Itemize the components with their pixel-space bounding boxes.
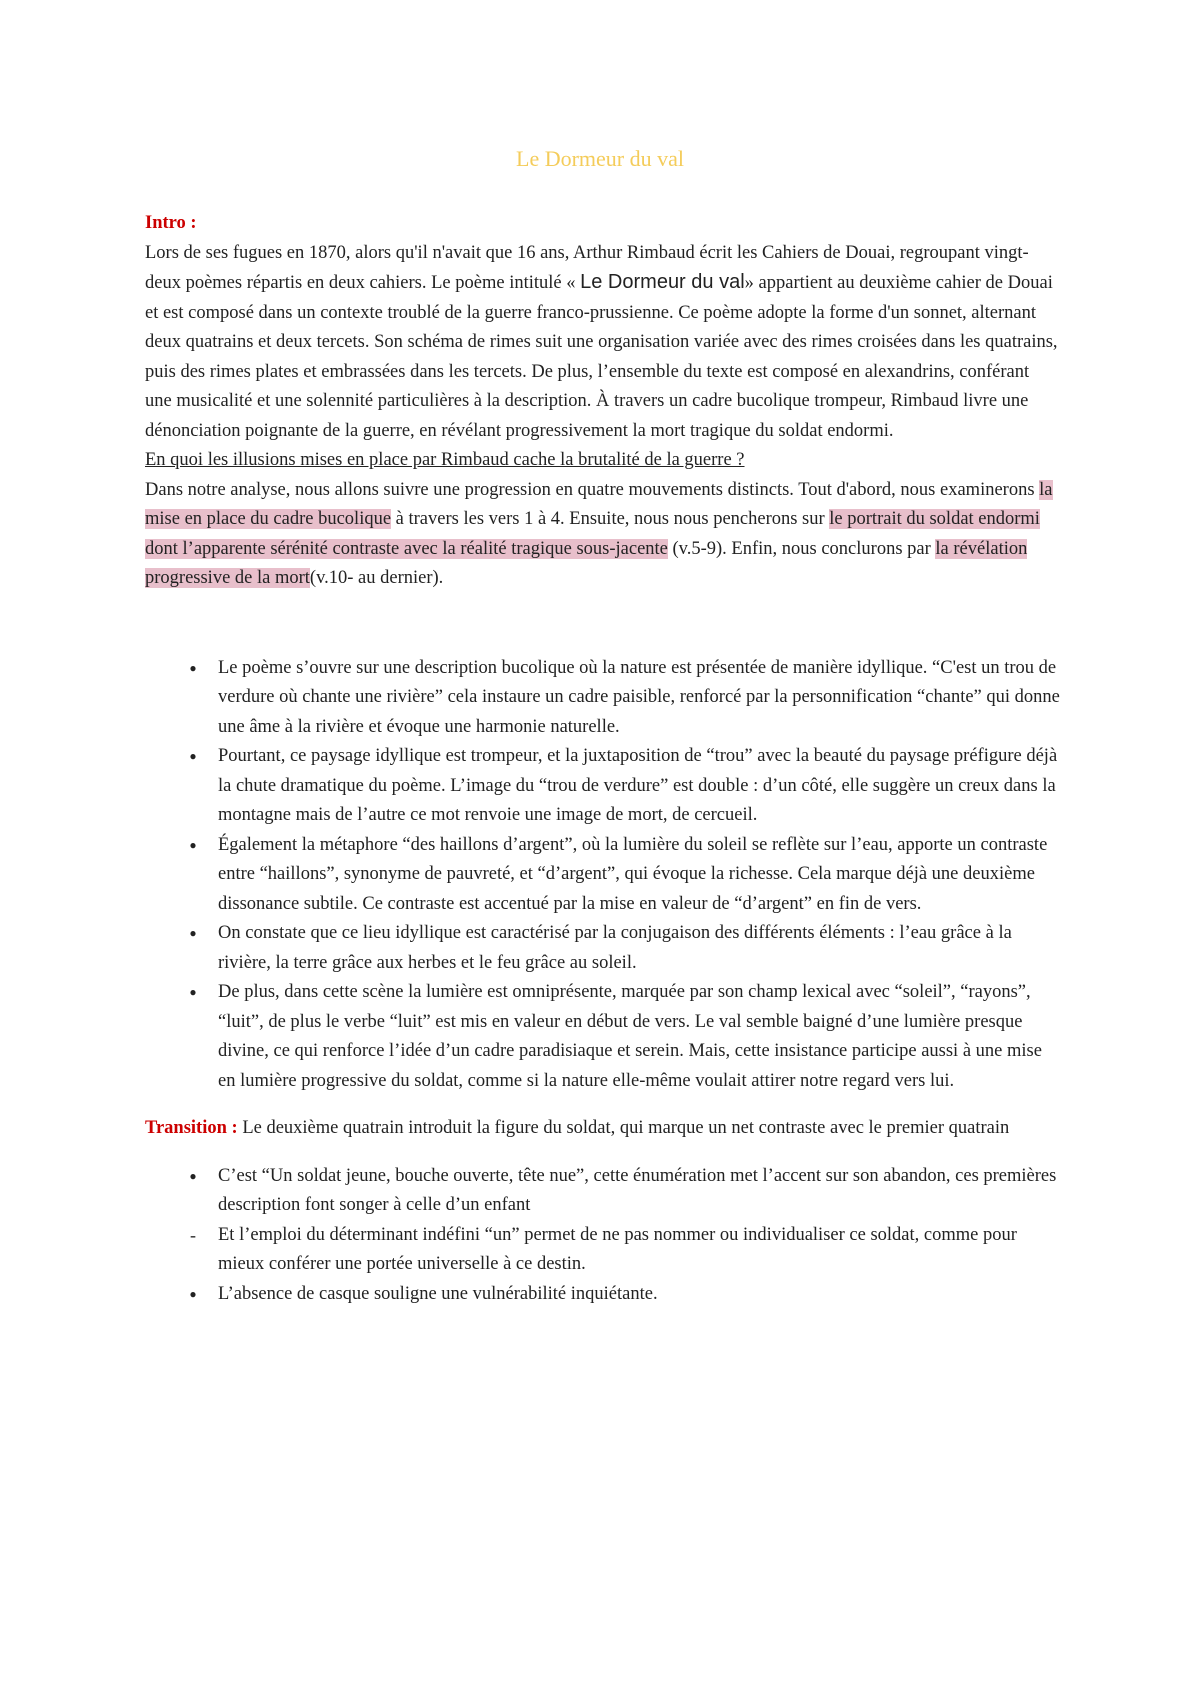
document-title: Le Dormeur du val (516, 146, 684, 171)
bullet-icon: ● (189, 749, 197, 763)
list-item: ● Pourtant, ce paysage idyllique est trompeur, et la juxtaposition de “trou” avec la beauté du paysage préfigure déjà la chute dramatique du poème. L’image du “trou de verdure” est double : d’un côté, elle suggère un creux dans la montagne mais de l’autre ce mot renvoie une image de mort, de cercueil. (145, 742, 1060, 831)
intro-text-b: » appartient au deuxième cahier de Douai et est composé dans un contexte troublé de la guerre franco-prussienne. Ce poème adopte la forme d'un sonnet, alternant deux quatrains et deux tercets. Son schéma de rimes suit une organisation variée avec des rimes croisées dans les quatrains, puis des rimes plates et embrassées dans les tercets. De plus, l’ensemble du texte est composé en alexandrins, conférant une musicalité et une solennité particulières à la description. À travers un cadre bucolique trompeur, Rimbaud livre une dénonciation poignante de la guerre, en révélant progressivement la mort tragique du soldat endormi. (145, 273, 1058, 441)
list-item: ● L’absence de casque souligne une vulnérabilité inquiétante. (145, 1280, 1060, 1310)
bullet-icon: ● (189, 926, 197, 940)
list-item: - Et l’emploi du déterminant indéfini “un” permet de ne pas nommer ou individualiser ce soldat, comme pour mieux conférer une portée universelle à ce destin. (145, 1221, 1060, 1280)
bullet-icon: ● (189, 660, 197, 675)
list-item: ● Également la métaphore “des haillons d’argent”, où la lumière du soleil se reflète sur l’eau, apporte un contraste entre “haillons”, synonyme de pauvreté, et “d’argent”, qui évoque la richesse. Cela marque déjà une deuxième dissonance subtile. Ce contraste est accentué par la mise en valeur de “d’argent” en fin de vers. (145, 831, 1060, 920)
plan-text-a: Dans notre analyse, nous allons suivre une progression en quatre mouvements distincts. Tout d'abord, nous examinerons (145, 479, 1040, 500)
bullet-icon: ● (189, 1168, 197, 1183)
bullet-list-1 (145, 654, 1060, 1097)
plan-text-b: à travers les vers 1 à 4. Ensuite, nous nous pencherons sur (391, 509, 830, 529)
plan-highlight-3: la révélation progressive de la mort (145, 538, 1028, 588)
problematique: En quoi les illusions mises en place par Rimbaud cache la brutalité de la guerre ? (145, 450, 745, 470)
bullet-list-2 (145, 1162, 1060, 1310)
list-item: ● De plus, dans cette scène la lumière est omniprésente, marquée par son champ lexical avec “soleil”, “rayons”, “luit”, de plus le verbe “luit” est mis en valeur en début de vers. Le val semble baigné d’une lumière presque divine, ce qui renforce l’idée d’un cadre paradisiaque et serein. Mais, cette insistance participe aussi à une mise en lumière progressive du soldat, comme si la nature elle-même voulait attirer notre regard vers lui. (145, 978, 1060, 1096)
plan-text-d: (v.10- au dernier). (309, 568, 444, 588)
transition-paragraph (145, 1114, 1060, 1144)
bullet-icon: ● (189, 837, 197, 852)
plan-paragraph (145, 476, 1060, 594)
intro-paragraph (145, 209, 1060, 446)
intro-poem-title: Le Dormeur du val (580, 271, 745, 293)
document-body (145, 209, 1060, 1309)
plan-text-c: (v.5-9). Enfin, nous conclurons par (667, 538, 936, 559)
bullet-icon: ● (189, 1286, 197, 1301)
intro-label: Intro : (145, 213, 197, 233)
transition-text: Le deuxième quatrain introduit la figure du soldat, qui marque un net contraste avec le premier quatrain (237, 1118, 1010, 1138)
intro-text-a: Lors de ses fugues en 1870, alors qu'il n'avait que 16 ans, Arthur Rimbaud écrit les Cahiers de Douai, regroupant vingt-deux poèmes répartis en deux cahiers. Le poème intitulé « (145, 242, 1029, 293)
list-item: ● Le poème s’ouvre sur une description bucolique où la nature est présentée de manière idyllique. “C'est un trou de verdure où chante une rivière” cela instaure un cadre paisible, renforcé par la personnification “chante” qui donne une âme à la rivière et évoque une harmonie naturelle. (145, 654, 1060, 743)
dash-icon: - (190, 1224, 196, 1245)
transition-label: Transition : (145, 1118, 238, 1138)
plan-highlight-2: le portrait du soldat endormi dont l’apparente sérénité contraste avec la réalité tragique sous-jacente (145, 509, 1040, 559)
list-item: ● C’est “Un soldat jeune, bouche ouverte, tête nue”, cette énumération met l’accent sur son abandon, ces premières description font songer à celle d’un enfant (145, 1162, 1060, 1221)
bullet-icon: ● (189, 985, 197, 999)
list-item: ● On constate que ce lieu idyllique est caractérisé par la conjugaison des différents éléments : l’eau grâce à la rivière, la terre grâce aux herbes et le feu grâce au soleil. (145, 919, 1060, 978)
plan-highlight-1: la mise en place du cadre bucolique (145, 479, 1053, 529)
